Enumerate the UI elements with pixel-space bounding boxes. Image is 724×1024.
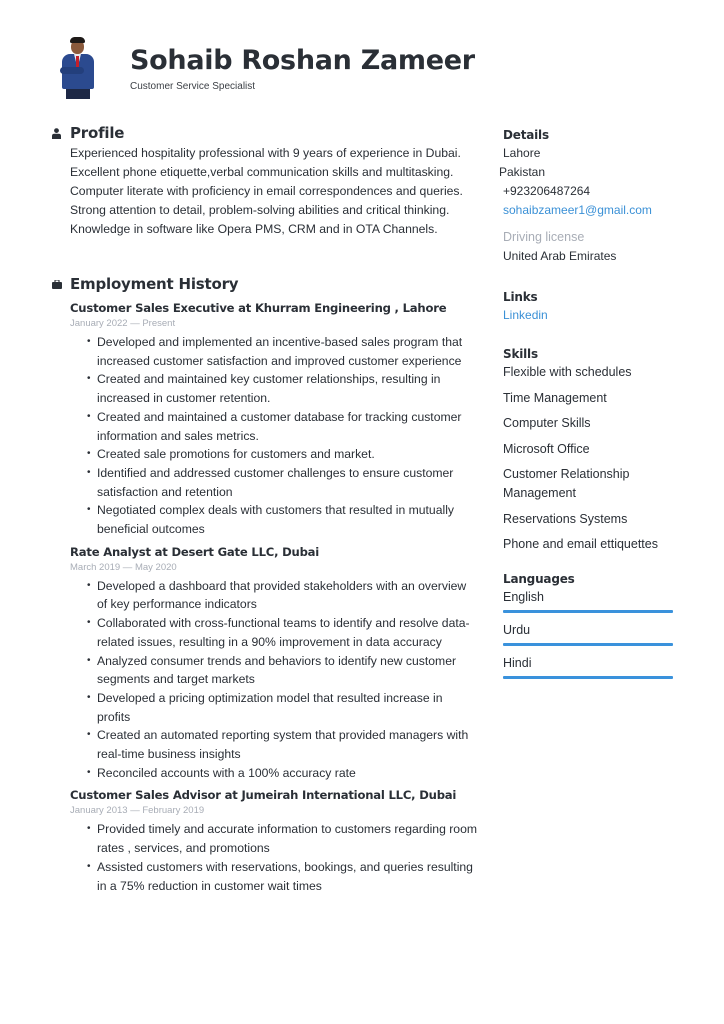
- profile-line: Computer literate with proficiency in email correspondences and queries.: [70, 184, 463, 198]
- job-title: Rate Analyst at Desert Gate LLC, Dubai: [70, 544, 320, 559]
- language-level-bar: [503, 676, 673, 679]
- job-dates: January 2022 — Present: [70, 318, 176, 329]
- job-bullets: [70, 577, 478, 783]
- job-title-subtitle: Customer Service Specialist: [130, 80, 256, 92]
- details-phone: +923206487264: [503, 184, 591, 198]
- employment-section: [48, 273, 478, 895]
- profile-section: [48, 122, 478, 239]
- profile-heading: [48, 122, 478, 144]
- language-item: Hindi: [503, 656, 532, 670]
- employment-title: Employment History: [70, 275, 239, 293]
- profile-line: Excellent phone etiquette,verbal communication skills and multitasking.: [70, 165, 454, 179]
- job-bullet: • Created sale promotions for customers and market.: [88, 445, 478, 464]
- skill-item: Computer Skills: [503, 416, 591, 430]
- job-bullet: • Analyzed consumer trends and behaviors to identify new customer segments and target markets: [88, 652, 478, 689]
- profile-photo: [56, 37, 100, 99]
- details-country: Pakistan: [499, 165, 546, 179]
- language-item: English: [503, 590, 544, 604]
- job-title: Customer Sales Advisor at Jumeirah International LLC, Dubai: [70, 788, 457, 803]
- main-column: [48, 122, 478, 895]
- job-bullets: [70, 820, 478, 895]
- email-link[interactable]: sohaibzameer1@gmail.com: [503, 203, 652, 217]
- job-bullets: [70, 333, 478, 539]
- resume-header: [56, 36, 475, 100]
- job-bullet: • Negotiated complex deals with customers that resulted in mutually beneficial outcomes: [88, 501, 478, 538]
- employment-heading: [48, 273, 478, 295]
- details-heading: Details: [503, 128, 549, 142]
- details-section: [499, 126, 675, 266]
- skill-item: Time Management: [503, 390, 607, 405]
- profile-line: Experienced hospitality professional with 9 years of experience in Dubai.: [70, 146, 461, 160]
- person-icon: [48, 128, 70, 139]
- skills-heading: Skills: [503, 347, 538, 361]
- job-bullet: • Developed a pricing optimization model that resulted increase in profits: [88, 689, 478, 726]
- job-bullet: • Reconciled accounts with a 100% accuracy rate: [88, 764, 478, 783]
- skill-item: Flexible with schedules: [503, 365, 632, 379]
- candidate-name: Sohaib Roshan Zameer: [130, 44, 475, 76]
- driving-license-label: Driving license: [503, 230, 585, 244]
- job-bullet: • Collaborated with cross-functional teams to identify and resolve data-related issues, resulting in a 90% improvement in data accuracy: [88, 614, 478, 651]
- skill-item: Reservations Systems: [503, 511, 628, 526]
- header-text: [130, 45, 475, 92]
- languages-section: [503, 570, 675, 679]
- profile-title: Profile: [70, 124, 125, 142]
- links-heading: Links: [503, 290, 538, 304]
- job-bullet: • Created and maintained key customer relationships, resulting in increased in customer retention.: [88, 370, 478, 407]
- job-bullet: • Created an automated reporting system that provided managers with real-time business insights: [88, 726, 478, 763]
- job-title: Customer Sales Executive at Khurram Engineering , Lahore: [70, 301, 447, 315]
- sidebar: [499, 126, 675, 687]
- language-item: Urdu: [503, 623, 531, 637]
- job-dates: March 2019 — May 2020: [70, 561, 177, 573]
- links-section: [503, 288, 675, 325]
- profile-summary: [70, 144, 478, 239]
- job-dates: January 2013 — February 2019: [70, 805, 205, 817]
- job-bullet: • Provided timely and accurate information to customers regarding room rates , services, and promotions: [88, 820, 478, 857]
- job-bullet: • Developed and implemented an incentive-based sales program that increased customer satisfaction and improved customer experience: [88, 333, 478, 370]
- linkedin-link[interactable]: Linkedin: [503, 308, 548, 322]
- job-entry: [70, 299, 478, 539]
- job-entry: [70, 786, 478, 895]
- skill-item: Phone and email ettiquettes: [503, 537, 658, 551]
- job-bullet: • Developed a dashboard that provided stakeholders with an overview of key performance indicators: [88, 577, 478, 614]
- job-entry: [70, 543, 478, 783]
- briefcase-icon: [48, 280, 70, 289]
- skills-section: [503, 345, 675, 554]
- job-bullet: • Created and maintained a customer database for tracking customer information and sales metrics.: [88, 408, 478, 445]
- job-bullet: • Assisted customers with reservations, bookings, and queries resulting in a 75% reduction in customer wait times: [88, 858, 478, 895]
- skill-item: Customer Relationship Management: [503, 467, 630, 500]
- language-level-bar: [503, 643, 673, 646]
- language-level-bar: [503, 610, 673, 613]
- languages-heading: Languages: [503, 572, 575, 586]
- job-bullet: • Identified and addressed customer challenges to ensure customer satisfaction and retention: [88, 464, 478, 501]
- driving-license-value: United Arab Emirates: [503, 249, 617, 263]
- skill-item: Microsoft Office: [503, 441, 590, 456]
- profile-line: Strong attention to detail, problem-solving abilities and critical thinking.: [70, 203, 450, 217]
- details-city: Lahore: [503, 146, 541, 160]
- profile-line: Knowledge in software like Opera PMS, CRM and in OTA Channels.: [70, 222, 438, 236]
